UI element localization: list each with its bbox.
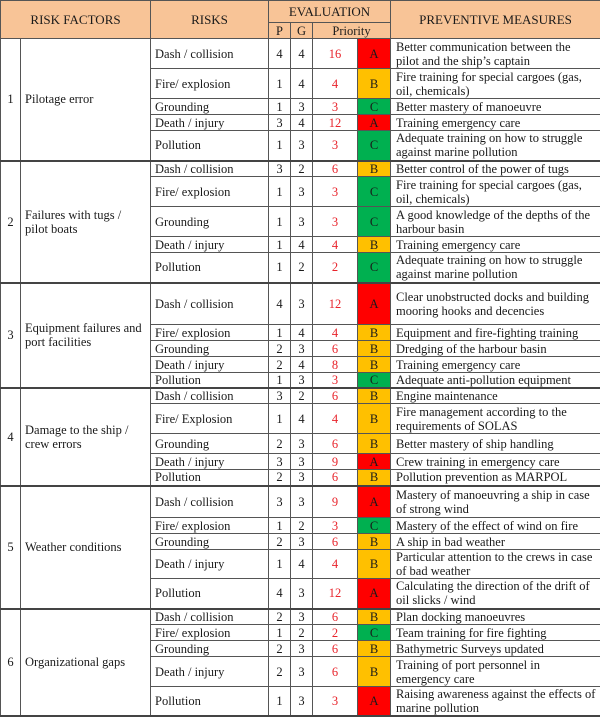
risk-name: Fire/ explosion xyxy=(151,625,269,641)
probability-value: 2 xyxy=(269,534,291,550)
priority-grade-badge: A xyxy=(358,486,391,518)
probability-value: 1 xyxy=(269,131,291,161)
risk-factor: Equipment failures and port facilities xyxy=(21,283,151,389)
gravity-value: 3 xyxy=(291,454,313,470)
gravity-value: 4 xyxy=(291,39,313,69)
preventive-measure: Fire management according to the requirements of SOLAS xyxy=(391,404,600,434)
risk-name: Dash / collision xyxy=(151,609,269,625)
probability-value: 2 xyxy=(269,357,291,373)
preventive-measure: Better mastery of manoeuvre xyxy=(391,99,600,115)
priority-grade-badge: A xyxy=(358,283,391,325)
table-row xyxy=(1,283,600,325)
preventive-measure: Pollution prevention as MARPOL xyxy=(391,470,600,486)
probability-value: 3 xyxy=(269,388,291,404)
priority-score: 4 xyxy=(313,325,358,341)
probability-value: 1 xyxy=(269,69,291,99)
priority-grade-badge: A xyxy=(358,454,391,470)
gravity-value: 3 xyxy=(291,177,313,207)
priority-grade-badge: C xyxy=(358,373,391,389)
priority-grade-badge: B xyxy=(358,657,391,687)
risk-factor: Pilotage error xyxy=(21,39,151,161)
priority-grade-badge: B xyxy=(358,470,391,486)
priority-grade-badge: B xyxy=(358,550,391,579)
preventive-measure: Crew training in emergency care xyxy=(391,454,600,470)
priority-grade-badge: B xyxy=(358,609,391,625)
priority-score: 9 xyxy=(313,454,358,470)
preventive-measure: Calculating the direction of the drift of oil slicks / wind xyxy=(391,579,600,609)
probability-value: 1 xyxy=(269,177,291,207)
probability-value: 1 xyxy=(269,518,291,534)
risk-name: Pollution xyxy=(151,253,269,283)
priority-score: 4 xyxy=(313,69,358,99)
probability-value: 1 xyxy=(269,325,291,341)
header-priority: Priority xyxy=(313,23,391,39)
preventive-measure: Adequate training on how to struggle against marine pollution xyxy=(391,131,600,161)
risk-factor: Weather conditions xyxy=(21,486,151,609)
probability-value: 3 xyxy=(269,161,291,177)
priority-score: 12 xyxy=(313,283,358,325)
priority-grade-badge: A xyxy=(358,115,391,131)
probability-value: 1 xyxy=(269,237,291,253)
preventive-measure: Fire training for special cargoes (gas, oil, chemicals) xyxy=(391,69,600,99)
priority-grade-badge: A xyxy=(358,579,391,609)
probability-value: 1 xyxy=(269,253,291,283)
table-row xyxy=(1,486,600,518)
probability-value: 4 xyxy=(269,579,291,609)
probability-value: 3 xyxy=(269,486,291,518)
factor-number: 5 xyxy=(1,486,21,609)
gravity-value: 2 xyxy=(291,625,313,641)
preventive-measure: Raising awareness against the effects of marine pollution xyxy=(391,687,600,717)
gravity-value: 3 xyxy=(291,641,313,657)
priority-grade-badge: C xyxy=(358,253,391,283)
priority-score: 6 xyxy=(313,657,358,687)
header-p: P xyxy=(269,23,291,39)
probability-value: 1 xyxy=(269,625,291,641)
risk-name: Pollution xyxy=(151,470,269,486)
risk-name: Dash / collision xyxy=(151,486,269,518)
probability-value: 2 xyxy=(269,609,291,625)
priority-score: 9 xyxy=(313,486,358,518)
priority-score: 3 xyxy=(313,518,358,534)
gravity-value: 3 xyxy=(291,434,313,454)
priority-score: 12 xyxy=(313,115,358,131)
priority-grade-badge: A xyxy=(358,687,391,717)
risk-name: Death / injury xyxy=(151,237,269,253)
preventive-measure: Training of port personnel in emergency care xyxy=(391,657,600,687)
header-g: G xyxy=(291,23,313,39)
probability-value: 1 xyxy=(269,207,291,237)
gravity-value: 4 xyxy=(291,237,313,253)
priority-score: 6 xyxy=(313,388,358,404)
priority-score: 4 xyxy=(313,550,358,579)
preventive-measure: Fire training for special cargoes (gas, oil, chemicals) xyxy=(391,177,600,207)
priority-score: 8 xyxy=(313,357,358,373)
probability-value: 2 xyxy=(269,657,291,687)
preventive-measure: Training emergency care xyxy=(391,237,600,253)
preventive-measure: Dredging of the harbour basin xyxy=(391,341,600,357)
priority-score: 6 xyxy=(313,534,358,550)
factor-number: 6 xyxy=(1,609,21,717)
risk-name: Pollution xyxy=(151,579,269,609)
probability-value: 1 xyxy=(269,373,291,389)
risk-name: Death / injury xyxy=(151,454,269,470)
header-risks: RISKS xyxy=(151,1,269,39)
risk-factor: Organizational gaps xyxy=(21,609,151,717)
preventive-measure: Training emergency care xyxy=(391,115,600,131)
risk-name: Grounding xyxy=(151,641,269,657)
priority-score: 3 xyxy=(313,207,358,237)
priority-grade-badge: B xyxy=(358,161,391,177)
risk-name: Death / injury xyxy=(151,357,269,373)
priority-grade-badge: B xyxy=(358,388,391,404)
priority-grade-badge: A xyxy=(358,39,391,69)
preventive-measure: Mastery of manoeuvring a ship in case of strong wind xyxy=(391,486,600,518)
probability-value: 2 xyxy=(269,641,291,657)
probability-value: 2 xyxy=(269,434,291,454)
risk-name: Grounding xyxy=(151,534,269,550)
gravity-value: 3 xyxy=(291,687,313,717)
gravity-value: 3 xyxy=(291,283,313,325)
preventive-measure: Plan docking manoeuvres xyxy=(391,609,600,625)
table-row xyxy=(1,609,600,625)
table-row xyxy=(1,39,600,69)
risk-factor: Damage to the ship / crew errors xyxy=(21,388,151,486)
table-body xyxy=(1,39,600,717)
preventive-measure: Equipment and fire-fighting training xyxy=(391,325,600,341)
preventive-measure: Better control of the power of tugs xyxy=(391,161,600,177)
header-evaluation: EVALUATION xyxy=(269,1,391,23)
priority-grade-badge: B xyxy=(358,357,391,373)
gravity-value: 3 xyxy=(291,131,313,161)
factor-number: 1 xyxy=(1,39,21,161)
priority-grade-badge: B xyxy=(358,404,391,434)
priority-grade-badge: C xyxy=(358,625,391,641)
probability-value: 2 xyxy=(269,470,291,486)
gravity-value: 4 xyxy=(291,550,313,579)
gravity-value: 2 xyxy=(291,161,313,177)
gravity-value: 3 xyxy=(291,341,313,357)
risk-name: Dash / collision xyxy=(151,388,269,404)
preventive-measure: Better communication between the pilot and the ship’s captain xyxy=(391,39,600,69)
risk-factor: Failures with tugs / pilot boats xyxy=(21,161,151,283)
risk-name: Pollution xyxy=(151,687,269,717)
priority-grade-badge: B xyxy=(358,534,391,550)
gravity-value: 4 xyxy=(291,357,313,373)
risk-name: Fire/ explosion xyxy=(151,325,269,341)
priority-grade-badge: B xyxy=(358,434,391,454)
probability-value: 1 xyxy=(269,99,291,115)
risk-name: Dash / collision xyxy=(151,161,269,177)
priority-score: 6 xyxy=(313,434,358,454)
gravity-value: 3 xyxy=(291,657,313,687)
preventive-measure: Training emergency care xyxy=(391,357,600,373)
gravity-value: 3 xyxy=(291,373,313,389)
priority-grade-badge: C xyxy=(358,177,391,207)
preventive-measure: Team training for fire fighting xyxy=(391,625,600,641)
priority-grade-badge: C xyxy=(358,99,391,115)
priority-score: 3 xyxy=(313,177,358,207)
preventive-measure: Adequate anti-pollution equipment xyxy=(391,373,600,389)
risk-name: Pollution xyxy=(151,131,269,161)
priority-score: 4 xyxy=(313,404,358,434)
gravity-value: 3 xyxy=(291,486,313,518)
priority-grade-badge: C xyxy=(358,518,391,534)
preventive-measure: Particular attention to the crews in case of bad weather xyxy=(391,550,600,579)
gravity-value: 4 xyxy=(291,404,313,434)
risk-name: Grounding xyxy=(151,341,269,357)
risk-name: Grounding xyxy=(151,99,269,115)
gravity-value: 3 xyxy=(291,99,313,115)
factor-number: 2 xyxy=(1,161,21,283)
preventive-measure: Engine maintenance xyxy=(391,388,600,404)
priority-score: 6 xyxy=(313,470,358,486)
preventive-measure: Better mastery of ship handling xyxy=(391,434,600,454)
gravity-value: 3 xyxy=(291,534,313,550)
priority-grade-badge: B xyxy=(358,325,391,341)
priority-score: 12 xyxy=(313,579,358,609)
risk-name: Dash / collision xyxy=(151,39,269,69)
priority-score: 3 xyxy=(313,99,358,115)
probability-value: 1 xyxy=(269,550,291,579)
probability-value: 2 xyxy=(269,341,291,357)
probability-value: 1 xyxy=(269,687,291,717)
preventive-measure: Bathymetric Surveys updated xyxy=(391,641,600,657)
priority-grade-badge: B xyxy=(358,69,391,99)
factor-number: 3 xyxy=(1,283,21,389)
table-row xyxy=(1,161,600,177)
risk-name: Death / injury xyxy=(151,550,269,579)
risk-name: Dash / collision xyxy=(151,283,269,325)
factor-number: 4 xyxy=(1,388,21,486)
header-preventive-measures: PREVENTIVE MEASURES xyxy=(391,1,600,39)
preventive-measure: A good knowledge of the depths of the harbour basin xyxy=(391,207,600,237)
priority-score: 3 xyxy=(313,687,358,717)
risk-name: Fire/ explosion xyxy=(151,69,269,99)
gravity-value: 2 xyxy=(291,388,313,404)
header-risk-factors: RISK FACTORS xyxy=(1,1,151,39)
risk-name: Fire/ Explosion xyxy=(151,404,269,434)
priority-score: 16 xyxy=(313,39,358,69)
gravity-value: 2 xyxy=(291,253,313,283)
probability-value: 3 xyxy=(269,115,291,131)
preventive-measure: A ship in bad weather xyxy=(391,534,600,550)
priority-score: 3 xyxy=(313,131,358,161)
gravity-value: 4 xyxy=(291,69,313,99)
risk-name: Grounding xyxy=(151,207,269,237)
risk-name: Pollution xyxy=(151,373,269,389)
priority-score: 6 xyxy=(313,609,358,625)
probability-value: 4 xyxy=(269,283,291,325)
risk-name: Grounding xyxy=(151,434,269,454)
risk-name: Fire/ explosion xyxy=(151,518,269,534)
priority-score: 3 xyxy=(313,373,358,389)
table-row xyxy=(1,388,600,404)
priority-grade-badge: B xyxy=(358,341,391,357)
priority-score: 4 xyxy=(313,237,358,253)
gravity-value: 2 xyxy=(291,518,313,534)
gravity-value: 3 xyxy=(291,207,313,237)
priority-score: 2 xyxy=(313,253,358,283)
gravity-value: 3 xyxy=(291,579,313,609)
gravity-value: 3 xyxy=(291,609,313,625)
priority-grade-badge: B xyxy=(358,641,391,657)
priority-score: 6 xyxy=(313,161,358,177)
priority-grade-badge: C xyxy=(358,131,391,161)
priority-score: 2 xyxy=(313,625,358,641)
risk-name: Fire/ explosion xyxy=(151,177,269,207)
preventive-measure: Clear unobstructed docks and building mooring hooks and decencies xyxy=(391,283,600,325)
gravity-value: 4 xyxy=(291,115,313,131)
probability-value: 1 xyxy=(269,404,291,434)
probability-value: 4 xyxy=(269,39,291,69)
risk-name: Death / injury xyxy=(151,115,269,131)
preventive-measure: Mastery of the effect of wind on fire xyxy=(391,518,600,534)
priority-score: 6 xyxy=(313,341,358,357)
preventive-measure: Adequate training on how to struggle against marine pollution xyxy=(391,253,600,283)
risk-name: Death / injury xyxy=(151,657,269,687)
probability-value: 3 xyxy=(269,454,291,470)
priority-score: 6 xyxy=(313,641,358,657)
priority-grade-badge: B xyxy=(358,237,391,253)
gravity-value: 3 xyxy=(291,470,313,486)
gravity-value: 4 xyxy=(291,325,313,341)
priority-grade-badge: C xyxy=(358,207,391,237)
